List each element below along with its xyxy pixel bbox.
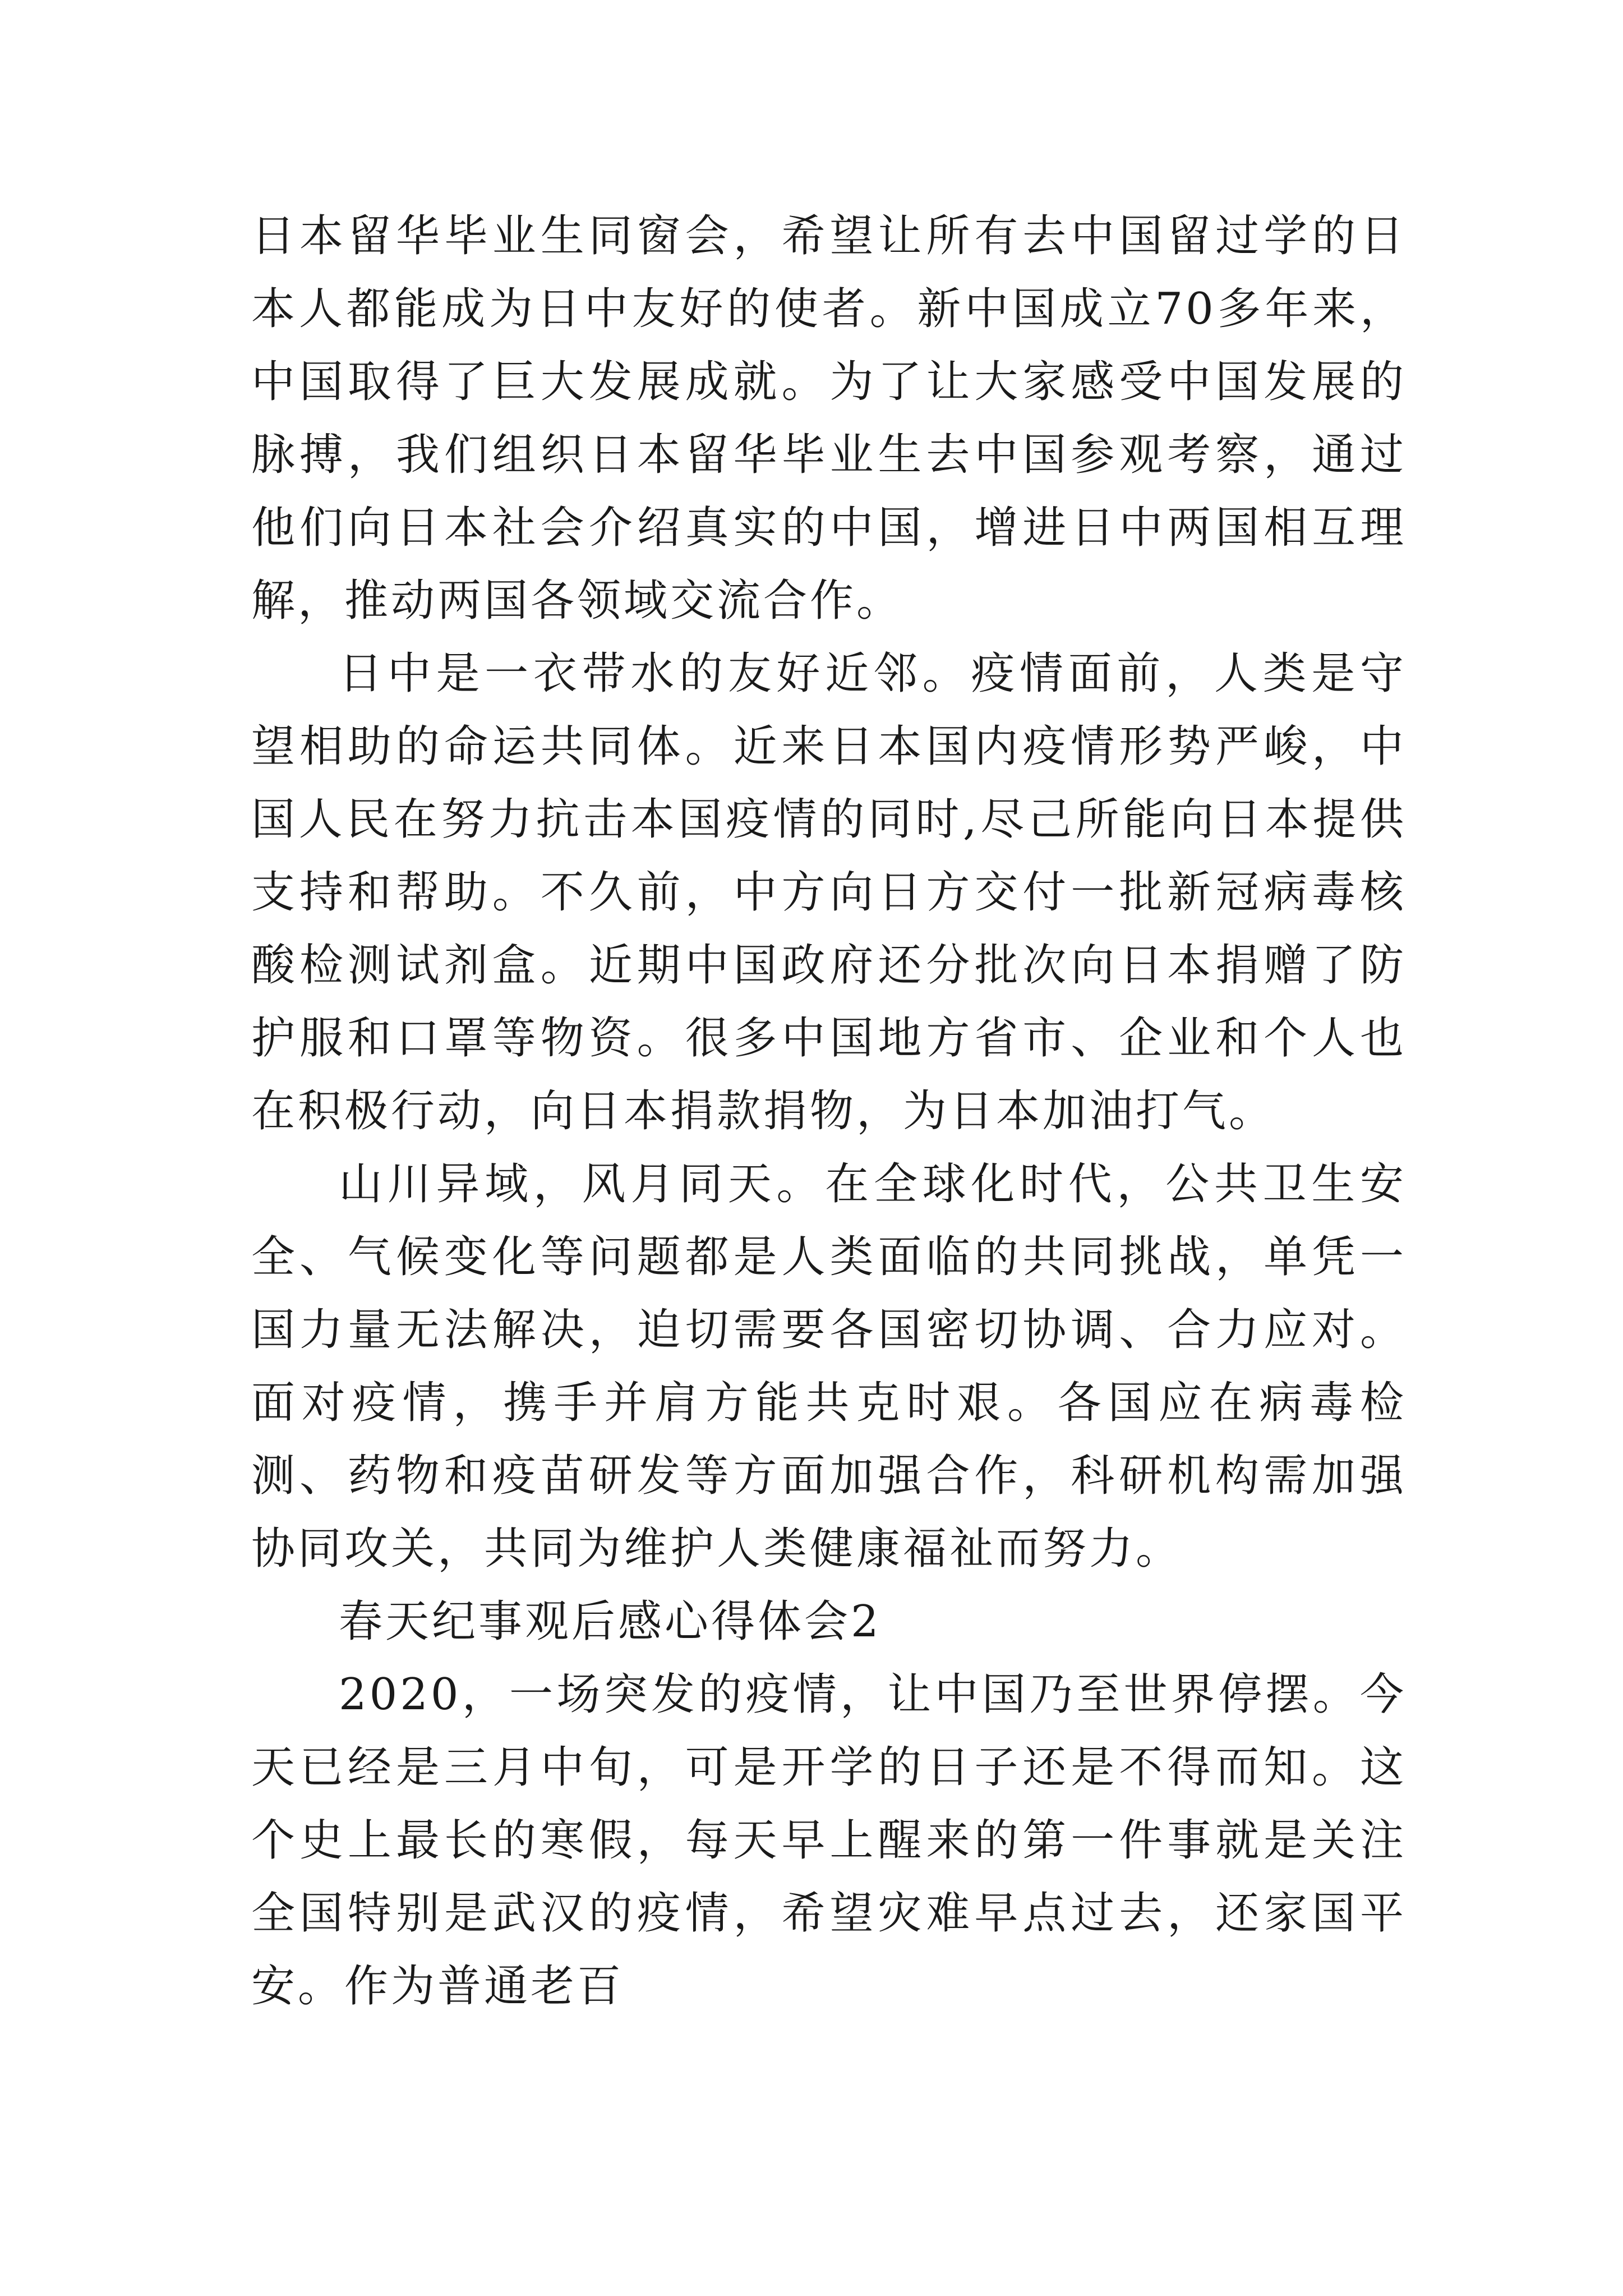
paragraph-3: 山川异域，风月同天。在全球化时代，公共卫生安全、气候变化等问题都是人类面临的共同挑战，单凭一国力量无法解决，迫切需要各国密切协调、合力应对。面对疫情，携手并肩方能共克时艰。各国应在病毒检测、药物和疫苗研发等方面加强合作，科研机构需加强协同攻关，共同为维护人类健康福祉而努力。 (251, 1159, 1407, 1574)
document-body (251, 200, 1407, 2023)
paragraph-1: 日本留华毕业生同窗会，希望让所有去中国留过学的日本人都能成为日中友好的使者。新中国成立70多年来，中国取得了巨大发展成就。为了让大家感受中国发展的脉搏，我们组织日本留华毕业生去中国参观考察，通过他们向日本社会介绍真实的中国，增进日中两国相互理解，推动两国各领域交流合作。 (251, 211, 1407, 626)
paragraph-4: 2020，一场突发的疫情，让中国乃至世界停摆。今天已经是三月中旬，可是开学的日子还是不得而知。这个史上最长的寒假，每天早上醒来的第一件事就是关注全国特别是武汉的疫情，希望灾难早点过去，还家国平安。作为普通老百 (251, 1669, 1407, 2012)
paragraph-2: 日中是一衣带水的友好近邻。疫情面前，人类是守望相助的命运共同体。近来日本国内疫情形势严峻，中国人民在努力抗击本国疫情的同时,尽己所能向日本提供支持和帮助。不久前，中方向日方交付一批新冠病毒核酸检测试剂盒。近期中国政府还分批次向日本捐赠了防护服和口罩等物资。很多中国地方省市、企业和个人也在积极行动，向日本捐款捐物，为日本加油打气。 (251, 648, 1407, 1137)
section-heading: 春天纪事观后感心得体会2 (339, 1596, 882, 1647)
